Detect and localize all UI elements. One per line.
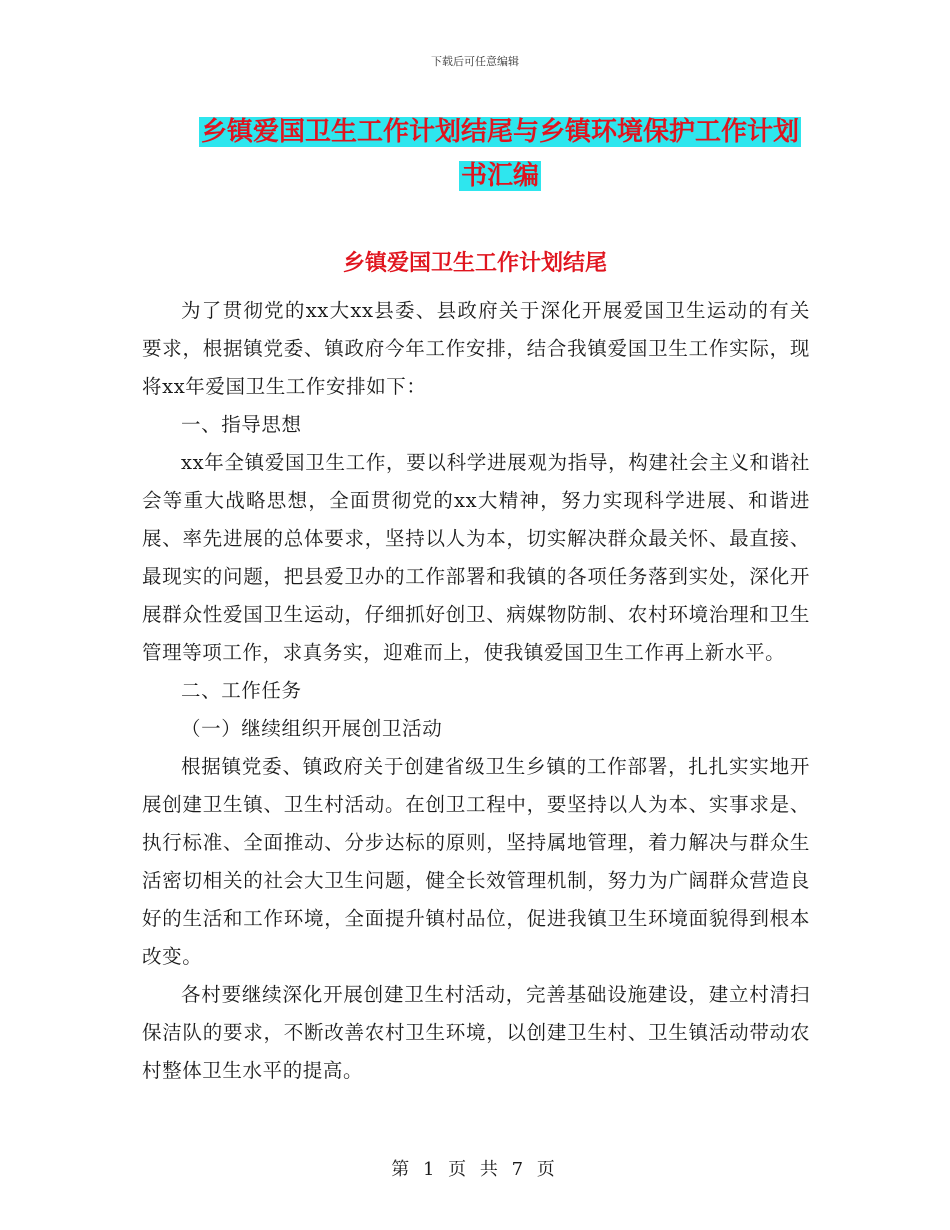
header-note: 下载后可任意编辑 [431,55,519,68]
paragraph: 根据镇党委、镇政府关于创建省级卫生乡镇的工作部署，扎扎实实地开展创建卫生镇、卫生村活动。在创卫工程中，要坚持以人为本、实事求是、执行标准、全面推动、分步达标的原则，坚持属地管理，着力解决与群众生活密切相关的社会大卫生问题，健全长效管理机制，努力为广阔群众营造良好的生活和工作环境，全面提升镇村品位，促进我镇卫生环境面貌得到根本改变。 [142,755,810,968]
paragraph: 各村要继续深化开展创建卫生村活动，完善基础设施建设，建立村清扫保洁队的要求，不断改善农村卫生环境，以创建卫生村、卫生镇活动带动农村整体卫生水平的提高。 [142,983,810,1082]
body-text [142,292,810,1090]
title-line-1: 乡镇爱国卫生工作计划结尾与乡镇环境保护工作计划 [200,117,799,147]
paragraph: xx年全镇爱国卫生工作，要以科学进展观为指导，构建社会主义和谐社会等重大战略思想，全面贯彻党的xx大精神，努力实现科学进展、和谐进展、率先进展的总体要求，坚持以人为本，切实解决群众最关怀、最直接、最现实的问题，把县爱卫办的工作部署和我镇的各项任务落到实处，深化开展群众性爱国卫生运动，仔细抓好创卫、病媒物防制、农村环境治理和卫生管理等项工作，求真务实，迎难而上，使我镇爱国卫生工作再上新水平。 [142,451,810,664]
subheading: （一）继续组织开展创卫活动 [181,717,443,740]
page-footer: 第 1 页 共 7 页 [391,1159,559,1180]
heading-work-tasks: 二、工作任务 [181,679,302,702]
document-title [180,110,820,198]
section-title: 乡镇爱国卫生工作计划结尾 [342,251,607,276]
title-line-2: 书汇编 [460,161,539,191]
heading-guiding-ideology: 一、指导思想 [181,413,302,436]
paragraph: 为了贯彻党的xx大xx县委、县政府关于深化开展爱国卫生运动的有关要求，根据镇党委、镇政府今年工作安排，结合我镇爱国卫生工作实际，现将xx年爱国卫生工作安排如下： [142,299,810,398]
